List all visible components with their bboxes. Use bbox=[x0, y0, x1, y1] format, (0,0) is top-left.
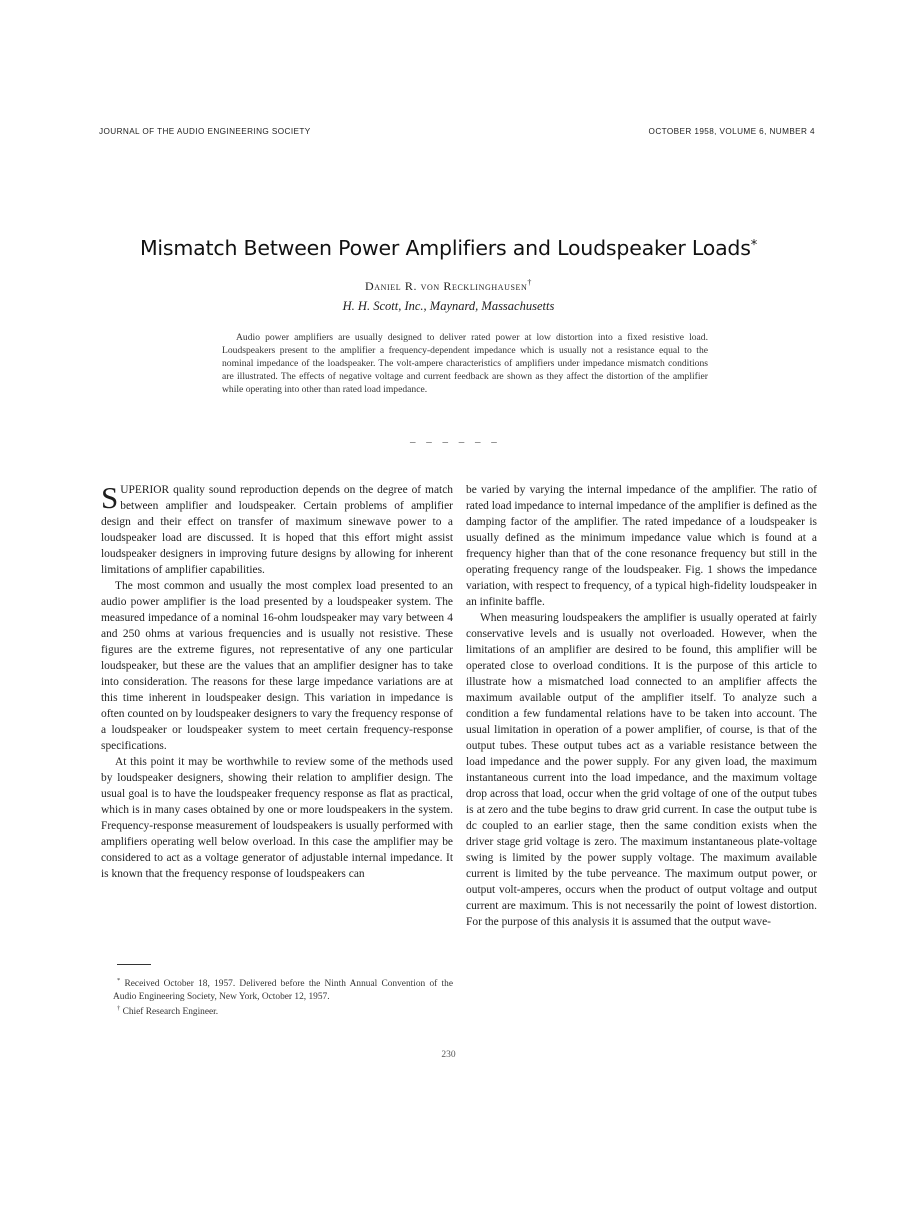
footnote-received-text: Received October 18, 1957. Delivered before the Ninth Annual Convention of the Audio Engineering Society, New York, October 12, 1957. bbox=[113, 979, 454, 1002]
body-paragraph: The most common and usually the most complex load presented to an audio power amplifier is the load presented by a loudspeaker system. The measured impedance of a nominal 16-ohm loudspeaker may vary between 4 and 250 ohms at various frequencies and is usually not resistive. These figures are the extreme figures, not representative of any one particular loudspeaker, but these are the values that an amplifier designer has to take into consideration. The reasons for these large impedance variations are at this time inherent in loudspeaker design. This variation in impedance is often counted on by loudspeaker designers to vary the frequency response of a loudspeaker or loudspeaker system to meet certain frequency-response specifications. bbox=[101, 580, 453, 753]
body-column-right bbox=[466, 482, 817, 930]
title-footnote-mark: * bbox=[750, 238, 758, 253]
footnote-author-text: Chief Research Engineer. bbox=[122, 1007, 219, 1018]
article-title bbox=[0, 236, 897, 260]
author-name bbox=[0, 278, 897, 294]
footnote-mark: † bbox=[117, 1004, 121, 1012]
footnote-mark: * bbox=[117, 977, 121, 984]
body-paragraph: At this point it may be worthwhile to review some of the methods used by loudspeaker designers, showing their relation to amplifier design. The usual goal is to have the loudspeaker frequency response as flat as practical, which is in many cases obtained by one or more loudspeakers in the system. Frequency-response measurement of loudspeakers is usually performed with amplifiers operating well below overload. In this case the amplifier may be considered to act as a voltage generator of adjustable internal impedance. It is known that the frequency response of loudspeakers can bbox=[101, 756, 453, 881]
author-affiliation: H. H. Scott, Inc., Maynard, Massachusetts bbox=[342, 299, 555, 313]
author-name-text: Daniel R. von Recklinghausen bbox=[365, 279, 528, 293]
body-paragraph bbox=[101, 482, 453, 578]
body-paragraph: be varied by varying the internal impedance of the amplifier. The ratio of rated load impedance to internal impedance of the amplifier is defined as the damping factor of the amplifier. The rated impedance of a loudspeaker is usually defined as the minimum impedance value which is found at a frequency higher than that of the cone resonance frequency but still in the operating frequency range of the loudspeaker. Fig. 1 shows the impedance variation, with respect to frequency, of a typical high-fidelity loudspeaker in an infinite baffle. bbox=[466, 484, 817, 609]
drop-cap: S bbox=[101, 480, 119, 515]
body-paragraph-text: UPERIOR quality sound reproduction depends on the degree of match between amplifier and loudspeaker. Certain problems of amplifier design and their effect on transfer of maximum sinewave power to a loudspeaker load are discussed. It is hoped that this effort might assist loudspeaker designers in improving future designs by allowing for inherent limitations of amplifier capabilities. bbox=[101, 484, 453, 577]
running-head-issue: OCTOBER 1958, VOLUME 6, NUMBER 4 bbox=[648, 127, 815, 136]
abstract: Audio power amplifiers are usually designed to deliver rated power at low distortion into a fixed resistive load. Loudspeakers present to the amplifier a frequency-dependent impedance which is usually not a resistance equal to the nominal impedance of the loadspeaker. The volt-ampere characteristics of amplifiers under impedance mismatch conditions are illustrated. The effects of negative voltage and current feedback are shown as they affect the distortion of the amplifier while operating into other than rated load impedance. bbox=[222, 332, 708, 395]
footnote-rule bbox=[117, 964, 151, 965]
author-footnote-mark: † bbox=[527, 278, 532, 287]
body-paragraph: When measuring loudspeakers the amplifier is usually operated at fairly conservative levels and is usually not overloaded. However, when the limitations of an amplifier are desired to be found, this amplifier will be operated close to overload conditions. It is the purpose of this article to illustrate how a mismatched load connected to an amplifier affects the maximum available output of the amplifier itself. To analyze such a condition a few fundamental relations have to be taken into account. The usual limitation in operation of a power amplifier, of course, is that of the output tubes. These output tubes act as a variable resistance between the load impedance and the power supply. For any given load, the maximum instantaneous current into the load impedance, and the maximum voltage drop across that load, occur when the grid voltage of one of the output tubes is at zero and the tube begins to draw grid current. In case the output tube is dc coupled to an earlier stage, then the same condition exists when the driver stage grid voltage is zero. The maximum instantaneous plate-voltage swing is limited by the power supply voltage. The maximum available current is limited by the tube perveance. The maximum output power, or output volt-amperes, occurs when the product of output voltage and output current are maximum. This is not necessarily the point of lowest distortion. For the purpose of this analysis it is assumed that the output wave- bbox=[466, 612, 817, 929]
body-column-left bbox=[101, 482, 453, 882]
page-number: 230 bbox=[441, 1050, 456, 1060]
running-head-journal: JOURNAL OF THE AUDIO ENGINEERING SOCIETY bbox=[99, 127, 311, 136]
section-separator: – – – – – – bbox=[410, 436, 501, 448]
footnotes bbox=[113, 975, 453, 1018]
footnote-received bbox=[113, 975, 453, 1003]
footnote-author bbox=[113, 1003, 453, 1019]
article-title-text: Mismatch Between Power Amplifiers and Loudspeaker Loads bbox=[139, 236, 751, 260]
